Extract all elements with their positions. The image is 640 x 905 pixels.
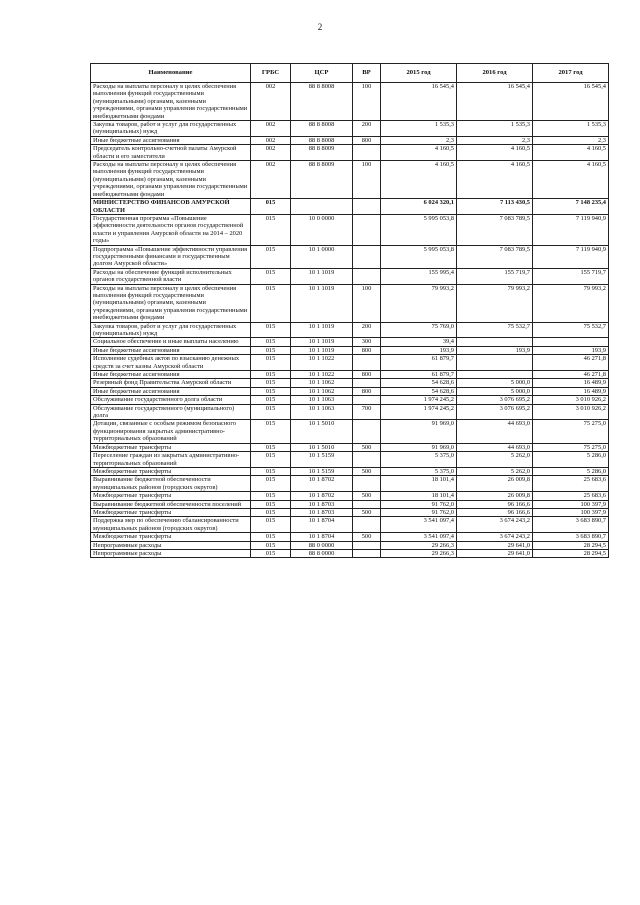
cell-2016: 3 674 243,2 xyxy=(457,517,533,533)
cell-vr xyxy=(353,199,381,215)
table-row xyxy=(91,508,609,516)
cell-csr: 88 8 8009 xyxy=(291,161,353,199)
table-row xyxy=(91,533,609,541)
cell-grbs: 002 xyxy=(251,121,291,137)
header-2015: 2015 год xyxy=(381,64,457,83)
cell-name: Расходы на выплаты персоналу в целях обеспечения выполнения функций государственными (муниципальными) органами, казенными учреждениями, органами управления государственными внебюджетными фондами xyxy=(91,284,251,322)
cell-2016: 4 160,5 xyxy=(457,145,533,161)
cell-vr xyxy=(353,268,381,284)
cell-2016: 1 535,3 xyxy=(457,121,533,137)
table-row xyxy=(91,500,609,508)
cell-grbs: 002 xyxy=(251,83,291,121)
cell-2017: 16 545,4 xyxy=(533,83,609,121)
cell-2015: 155 995,4 xyxy=(381,268,457,284)
cell-grbs: 015 xyxy=(251,245,291,268)
cell-2015: 61 879,7 xyxy=(381,355,457,371)
cell-csr: 10 1 1019 xyxy=(291,322,353,338)
cell-vr xyxy=(353,549,381,557)
cell-2016: 5 262,0 xyxy=(457,452,533,468)
table-row xyxy=(91,452,609,468)
cell-vr xyxy=(353,517,381,533)
cell-grbs: 015 xyxy=(251,508,291,516)
cell-2016: 96 166,6 xyxy=(457,508,533,516)
cell-name: Исполнение судебных актов по взысканию денежных средств за счет казны Амурской области xyxy=(91,355,251,371)
header-grbs: ГРБС xyxy=(251,64,291,83)
table-row xyxy=(91,346,609,354)
cell-csr: 10 1 1063 xyxy=(291,396,353,404)
cell-2015: 1 974 245,2 xyxy=(381,404,457,420)
cell-name: Иные бюджетные ассигнования xyxy=(91,371,251,379)
table-row xyxy=(91,214,609,245)
cell-2017: 5 286,0 xyxy=(533,467,609,475)
cell-2015: 91 969,0 xyxy=(381,420,457,443)
cell-csr: 10 1 8702 xyxy=(291,476,353,492)
cell-csr: 88 0 0000 xyxy=(291,541,353,549)
cell-name: МИНИСТЕРСТВО ФИНАНСОВ АМУРСКОЙ ОБЛАСТИ xyxy=(91,199,251,215)
cell-csr: 10 1 1062 xyxy=(291,387,353,395)
header-name: Наименование xyxy=(91,64,251,83)
cell-name: Обслуживание государственного долга области xyxy=(91,396,251,404)
cell-2016 xyxy=(457,338,533,346)
cell-2017: 3 010 926,2 xyxy=(533,396,609,404)
cell-grbs: 015 xyxy=(251,371,291,379)
table-row xyxy=(91,245,609,268)
cell-2015: 2,3 xyxy=(381,136,457,144)
cell-2015: 91 969,0 xyxy=(381,443,457,451)
cell-grbs: 015 xyxy=(251,346,291,354)
cell-2016: 7 083 789,5 xyxy=(457,245,533,268)
cell-grbs: 015 xyxy=(251,387,291,395)
cell-grbs: 015 xyxy=(251,355,291,371)
cell-2015: 1 974 245,2 xyxy=(381,396,457,404)
cell-csr: 10 1 1063 xyxy=(291,404,353,420)
cell-name: Расходы на обеспечение функций исполнительных органов государственной власти xyxy=(91,268,251,284)
cell-name: Поддержка мер по обеспечению сбалансированности муниципальных районов (городских округов) xyxy=(91,517,251,533)
cell-vr: 500 xyxy=(353,443,381,451)
cell-2015: 4 160,5 xyxy=(381,145,457,161)
cell-name: Дотации, связанные с особым режимом безопасного функционирования закрытых административно-территориальных образований xyxy=(91,420,251,443)
cell-2015: 5 375,0 xyxy=(381,452,457,468)
cell-2015: 79 993,2 xyxy=(381,284,457,322)
table-row xyxy=(91,379,609,387)
cell-grbs: 015 xyxy=(251,517,291,533)
cell-2017: 75 275,0 xyxy=(533,443,609,451)
cell-grbs: 015 xyxy=(251,199,291,215)
cell-csr: 10 1 8702 xyxy=(291,492,353,500)
table-row xyxy=(91,396,609,404)
cell-2016: 7 113 430,5 xyxy=(457,199,533,215)
cell-csr: 10 1 1019 xyxy=(291,284,353,322)
table-row xyxy=(91,467,609,475)
cell-vr xyxy=(353,541,381,549)
cell-2017: 3 683 890,7 xyxy=(533,533,609,541)
cell-vr: 500 xyxy=(353,467,381,475)
cell-2015: 39,4 xyxy=(381,338,457,346)
cell-vr: 800 xyxy=(353,387,381,395)
cell-grbs: 015 xyxy=(251,284,291,322)
cell-vr xyxy=(353,500,381,508)
cell-2015: 5 995 053,8 xyxy=(381,245,457,268)
table-row xyxy=(91,121,609,137)
cell-vr: 300 xyxy=(353,338,381,346)
cell-csr: 10 1 1019 xyxy=(291,338,353,346)
cell-name: Иные бюджетные ассигнования xyxy=(91,387,251,395)
cell-vr: 500 xyxy=(353,533,381,541)
cell-vr: 200 xyxy=(353,322,381,338)
table-row xyxy=(91,338,609,346)
cell-2015: 29 266,3 xyxy=(381,549,457,557)
cell-2015: 18 101,4 xyxy=(381,476,457,492)
cell-vr: 800 xyxy=(353,346,381,354)
cell-2015: 5 995 053,8 xyxy=(381,214,457,245)
table-row xyxy=(91,387,609,395)
cell-grbs: 015 xyxy=(251,541,291,549)
cell-2015: 75 769,0 xyxy=(381,322,457,338)
table-row xyxy=(91,145,609,161)
cell-vr: 800 xyxy=(353,371,381,379)
cell-vr xyxy=(353,145,381,161)
cell-csr: 10 1 5010 xyxy=(291,443,353,451)
table-row xyxy=(91,492,609,500)
cell-2015: 61 879,7 xyxy=(381,371,457,379)
cell-csr: 10 1 5159 xyxy=(291,452,353,468)
cell-2016: 5 262,0 xyxy=(457,467,533,475)
cell-2017: 193,9 xyxy=(533,346,609,354)
cell-2017: 1 535,3 xyxy=(533,121,609,137)
cell-csr: 10 1 1019 xyxy=(291,346,353,354)
cell-vr xyxy=(353,245,381,268)
cell-2017: 7 148 235,4 xyxy=(533,199,609,215)
cell-2016: 193,9 xyxy=(457,346,533,354)
cell-csr: 88 8 0000 xyxy=(291,549,353,557)
header-vr: ВР xyxy=(353,64,381,83)
cell-csr: 10 0 0000 xyxy=(291,214,353,245)
cell-csr: 10 1 1062 xyxy=(291,379,353,387)
cell-2017: 28 294,5 xyxy=(533,549,609,557)
cell-2017: 4 160,5 xyxy=(533,161,609,199)
cell-name: Закупка товаров, работ и услуг для государственных (муниципальных) нужд xyxy=(91,121,251,137)
cell-grbs: 015 xyxy=(251,443,291,451)
cell-2015: 54 628,6 xyxy=(381,387,457,395)
cell-name: Расходы на выплаты персоналу в целях обеспечения выполнения функций государственными (муниципальными) органами, казенными учреждениями, органами управления государственными внебюджетными фондами xyxy=(91,83,251,121)
cell-vr xyxy=(353,355,381,371)
cell-csr: 10 1 1019 xyxy=(291,268,353,284)
cell-2015: 3 541 097,4 xyxy=(381,533,457,541)
table-row xyxy=(91,404,609,420)
cell-grbs: 015 xyxy=(251,476,291,492)
table-row xyxy=(91,83,609,121)
cell-2017: 100 397,9 xyxy=(533,508,609,516)
cell-vr xyxy=(353,379,381,387)
table-row xyxy=(91,549,609,557)
cell-2017: 79 993,2 xyxy=(533,284,609,322)
cell-2017: 7 119 940,9 xyxy=(533,214,609,245)
budget-table xyxy=(90,63,609,558)
cell-name: Председатель контрольно-счетной палаты Амурской области и его заместители xyxy=(91,145,251,161)
cell-2016 xyxy=(457,371,533,379)
cell-2017: 100 397,9 xyxy=(533,500,609,508)
cell-name: Закупка товаров, работ и услуг для государственных (муниципальных) нужд xyxy=(91,322,251,338)
cell-2016: 29 641,0 xyxy=(457,549,533,557)
cell-grbs: 015 xyxy=(251,379,291,387)
cell-2016: 2,3 xyxy=(457,136,533,144)
cell-vr xyxy=(353,420,381,443)
cell-csr: 10 1 5159 xyxy=(291,467,353,475)
cell-name: Межбюджетные трансферты xyxy=(91,467,251,475)
cell-2016: 44 693,0 xyxy=(457,420,533,443)
cell-name: Межбюджетные трансферты xyxy=(91,492,251,500)
cell-grbs: 002 xyxy=(251,145,291,161)
cell-grbs: 015 xyxy=(251,549,291,557)
table-row xyxy=(91,322,609,338)
cell-csr: 10 1 8704 xyxy=(291,517,353,533)
cell-2016: 44 693,0 xyxy=(457,443,533,451)
cell-name: Межбюджетные трансферты xyxy=(91,443,251,451)
table-header-row xyxy=(91,64,609,83)
cell-2017: 75 275,0 xyxy=(533,420,609,443)
page-number: 2 xyxy=(317,22,323,32)
cell-grbs: 015 xyxy=(251,404,291,420)
cell-2016: 29 641,0 xyxy=(457,541,533,549)
cell-grbs: 002 xyxy=(251,136,291,144)
table-row xyxy=(91,161,609,199)
cell-csr: 10 1 5010 xyxy=(291,420,353,443)
cell-grbs: 015 xyxy=(251,420,291,443)
table-row xyxy=(91,541,609,549)
cell-2017: 155 719,7 xyxy=(533,268,609,284)
table-body xyxy=(91,83,609,558)
cell-name: Межбюджетные трансферты xyxy=(91,533,251,541)
cell-vr: 500 xyxy=(353,492,381,500)
cell-csr: 88 8 8008 xyxy=(291,121,353,137)
cell-name: Иные бюджетные ассигнования xyxy=(91,136,251,144)
table-row xyxy=(91,371,609,379)
cell-grbs: 015 xyxy=(251,338,291,346)
cell-2016: 26 009,8 xyxy=(457,476,533,492)
cell-2016: 3 674 243,2 xyxy=(457,533,533,541)
cell-vr xyxy=(353,396,381,404)
header-2016: 2016 год xyxy=(457,64,533,83)
cell-2015: 4 160,5 xyxy=(381,161,457,199)
cell-2017 xyxy=(533,338,609,346)
cell-csr: 10 1 8704 xyxy=(291,533,353,541)
cell-name: Расходы на выплаты персоналу в целях обеспечения выполнения функций государственными (муниципальными) органами, казенными учреждениями, органами управления государственными внебюджетными фондами xyxy=(91,161,251,199)
cell-vr xyxy=(353,214,381,245)
cell-2016: 96 166,6 xyxy=(457,500,533,508)
table-row xyxy=(91,517,609,533)
cell-name: Межбюджетные трансферты xyxy=(91,508,251,516)
cell-vr: 500 xyxy=(353,508,381,516)
cell-grbs: 015 xyxy=(251,214,291,245)
cell-2017: 46 271,8 xyxy=(533,371,609,379)
cell-2015: 6 024 320,1 xyxy=(381,199,457,215)
cell-2017: 5 286,0 xyxy=(533,452,609,468)
cell-2017: 25 683,6 xyxy=(533,492,609,500)
cell-2016: 5 000,0 xyxy=(457,379,533,387)
cell-2017: 3 683 890,7 xyxy=(533,517,609,533)
cell-2015: 91 762,0 xyxy=(381,508,457,516)
cell-csr: 10 1 1022 xyxy=(291,371,353,379)
cell-grbs: 015 xyxy=(251,322,291,338)
cell-grbs: 015 xyxy=(251,500,291,508)
cell-grbs: 002 xyxy=(251,161,291,199)
cell-2016: 155 719,7 xyxy=(457,268,533,284)
cell-vr: 700 xyxy=(353,404,381,420)
cell-2015: 5 375,0 xyxy=(381,467,457,475)
cell-name: Резервный фонд Правительства Амурской области xyxy=(91,379,251,387)
cell-2017: 4 160,5 xyxy=(533,145,609,161)
cell-grbs: 015 xyxy=(251,396,291,404)
cell-csr: 10 1 8703 xyxy=(291,508,353,516)
header-2017: 2017 год xyxy=(533,64,609,83)
cell-name: Выравнивание бюджетной обеспеченности поселений xyxy=(91,500,251,508)
cell-vr: 100 xyxy=(353,161,381,199)
cell-vr: 100 xyxy=(353,284,381,322)
cell-vr xyxy=(353,452,381,468)
cell-2017: 7 119 940,9 xyxy=(533,245,609,268)
cell-csr: 88 8 8008 xyxy=(291,136,353,144)
cell-name: Переселение граждан из закрытых административно-территориальных образований xyxy=(91,452,251,468)
cell-2016: 79 993,2 xyxy=(457,284,533,322)
cell-2016: 3 076 695,2 xyxy=(457,404,533,420)
cell-2016: 75 532,7 xyxy=(457,322,533,338)
cell-2016: 26 009,8 xyxy=(457,492,533,500)
cell-2016 xyxy=(457,355,533,371)
table-row xyxy=(91,476,609,492)
table-row xyxy=(91,355,609,371)
table-row xyxy=(91,443,609,451)
cell-csr xyxy=(291,199,353,215)
cell-2017: 16 489,9 xyxy=(533,387,609,395)
cell-name: Выравнивание бюджетной обеспеченности муниципальных районов (городских округов) xyxy=(91,476,251,492)
cell-2016: 16 545,4 xyxy=(457,83,533,121)
cell-vr: 200 xyxy=(353,121,381,137)
cell-vr xyxy=(353,476,381,492)
cell-2017: 28 294,5 xyxy=(533,541,609,549)
cell-2015: 91 762,0 xyxy=(381,500,457,508)
cell-2017: 3 010 926,2 xyxy=(533,404,609,420)
cell-name: Непрограммные расходы xyxy=(91,549,251,557)
cell-2017: 25 683,6 xyxy=(533,476,609,492)
cell-2015: 3 541 097,4 xyxy=(381,517,457,533)
cell-2017: 16 489,9 xyxy=(533,379,609,387)
table-row xyxy=(91,136,609,144)
cell-name: Социальное обеспечение и иные выплаты населению xyxy=(91,338,251,346)
cell-2017: 75 532,7 xyxy=(533,322,609,338)
cell-grbs: 015 xyxy=(251,492,291,500)
table-row xyxy=(91,268,609,284)
cell-grbs: 015 xyxy=(251,452,291,468)
table-row xyxy=(91,284,609,322)
table-row xyxy=(91,199,609,215)
cell-2015: 193,9 xyxy=(381,346,457,354)
cell-csr: 10 1 8703 xyxy=(291,500,353,508)
cell-2015: 1 535,3 xyxy=(381,121,457,137)
cell-2015: 29 266,3 xyxy=(381,541,457,549)
cell-2016: 3 076 695,2 xyxy=(457,396,533,404)
cell-2017: 46 271,8 xyxy=(533,355,609,371)
cell-vr: 100 xyxy=(353,83,381,121)
cell-csr: 10 1 1022 xyxy=(291,355,353,371)
header-csr: ЦСР xyxy=(291,64,353,83)
cell-csr: 88 8 8009 xyxy=(291,145,353,161)
cell-grbs: 015 xyxy=(251,268,291,284)
cell-2017: 2,3 xyxy=(533,136,609,144)
cell-name: Непрограммные расходы xyxy=(91,541,251,549)
cell-2016: 4 160,5 xyxy=(457,161,533,199)
cell-name: Государственная программа «Повышение эффективности деятельности органов государственной власти и управления Амурской области на 2014 – 2020 годы» xyxy=(91,214,251,245)
cell-2015: 18 101,4 xyxy=(381,492,457,500)
table-row xyxy=(91,420,609,443)
cell-vr: 800 xyxy=(353,136,381,144)
cell-grbs: 015 xyxy=(251,467,291,475)
cell-name: Подпрограмма «Повышение эффективности управления государственными финансами и государственным долгом Амурской области» xyxy=(91,245,251,268)
cell-2016: 7 083 789,5 xyxy=(457,214,533,245)
cell-2016: 5 000,0 xyxy=(457,387,533,395)
cell-csr: 10 1 0000 xyxy=(291,245,353,268)
cell-2015: 54 628,6 xyxy=(381,379,457,387)
cell-csr: 88 8 8008 xyxy=(291,83,353,121)
cell-name: Обслуживание государственного (муниципального) долга xyxy=(91,404,251,420)
cell-name: Иные бюджетные ассигнования xyxy=(91,346,251,354)
cell-grbs: 015 xyxy=(251,533,291,541)
cell-2015: 16 545,4 xyxy=(381,83,457,121)
